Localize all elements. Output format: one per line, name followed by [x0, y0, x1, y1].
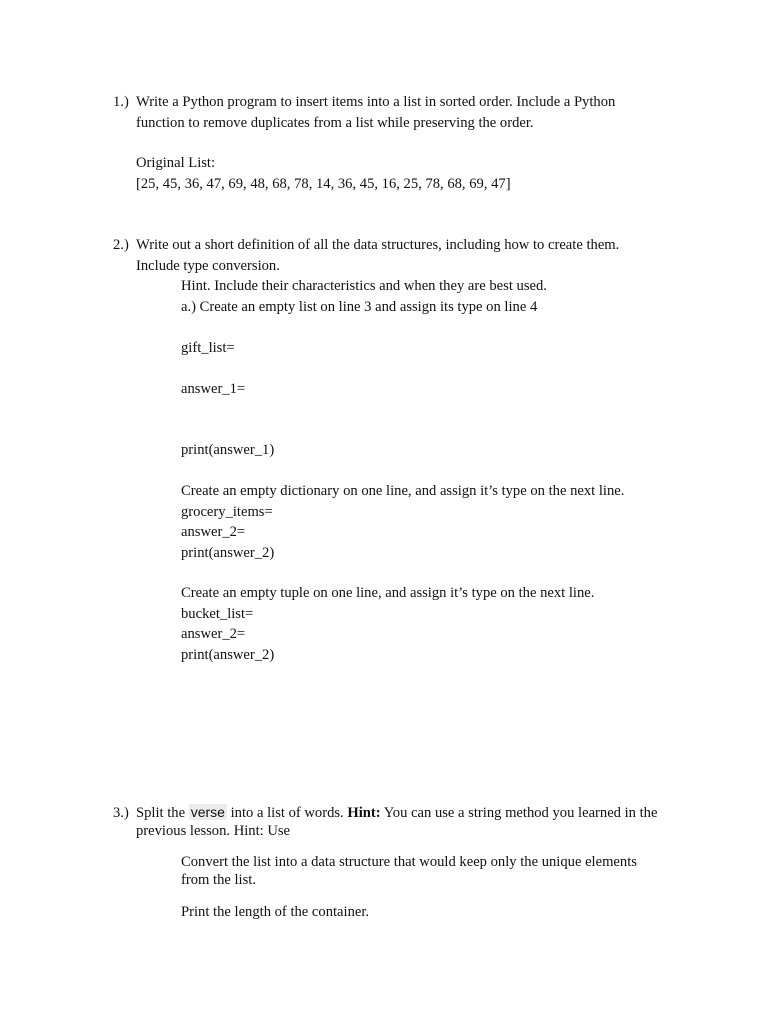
print-1-line [181, 440, 671, 461]
question-3-text [136, 804, 676, 840]
dictionary-block [181, 481, 671, 563]
question-1-number: 1.) [113, 94, 129, 110]
question-2-line-1: Write out a short definition of all the data structures, including how to create them. [136, 237, 620, 253]
question-3-number: 3.) [113, 805, 129, 821]
question-1-line-1: Write a Python program to insert items into a list in sorted order. Include a Python [136, 94, 616, 110]
print-length-line [181, 904, 671, 922]
question-1-text [136, 92, 676, 133]
answer-2-code: answer_2= [181, 626, 246, 642]
original-list-value: [25, 45, 36, 47, 69, 48, 68, 78, 14, 36, 45, 16, 25, 78, 68, 69, 47] [136, 175, 511, 192]
question-2-number: 2.) [113, 237, 129, 253]
print-1-code: print(answer_1) [181, 442, 275, 458]
answer-2-code: answer_2= [181, 524, 246, 540]
answer-1-line [181, 379, 671, 400]
print-2-code: print(answer_2) [181, 544, 275, 561]
tuple-instruction: Create an empty tuple on one line, and assign it’s type on the next line. [181, 585, 595, 601]
original-list [136, 153, 676, 194]
question-3-line-1 [136, 804, 676, 823]
question-3-mid: into a list of words. [230, 805, 344, 821]
question-2-text [136, 235, 676, 276]
print-2-code: print(answer_2) [181, 646, 275, 663]
gift-list-code: gift_list= [181, 340, 235, 356]
grocery-items-code: grocery_items= [181, 503, 273, 520]
question-3-post: You can use a string method you learned in the [383, 805, 658, 821]
question-2-hint: Hint. Include their characteristics and when they are best used. [181, 278, 547, 294]
dictionary-instruction: Create an empty dictionary on one line, and assign it’s type on the next line. [181, 483, 625, 499]
original-list-label: Original List: [136, 155, 216, 171]
print-length: Print the length of the container. [181, 904, 370, 920]
question-3-line-2: previous lesson. Hint: Use [136, 822, 291, 839]
hint-label: Hint: [347, 805, 381, 821]
bucket-list-code: bucket_list= [181, 605, 254, 622]
gift-list-line [181, 338, 671, 359]
question-2-line-2: Include type conversion. [136, 257, 280, 274]
convert-line-1: Convert the list into a data structure that would keep only the unique elements [181, 854, 637, 870]
convert-line-2: from the list. [181, 871, 256, 888]
verse-highlight: verse [190, 804, 225, 820]
answer-1-code: answer_1= [181, 381, 246, 397]
tuple-block [181, 583, 671, 665]
question-3-pre: Split the [136, 805, 186, 821]
convert-block [181, 854, 671, 889]
question-2-hint-block [181, 276, 671, 317]
question-2-part-a: a.) Create an empty list on line 3 and assign its type on line 4 [181, 298, 538, 315]
question-1-line-2: function to remove duplicates from a list while preserving the order. [136, 114, 534, 131]
